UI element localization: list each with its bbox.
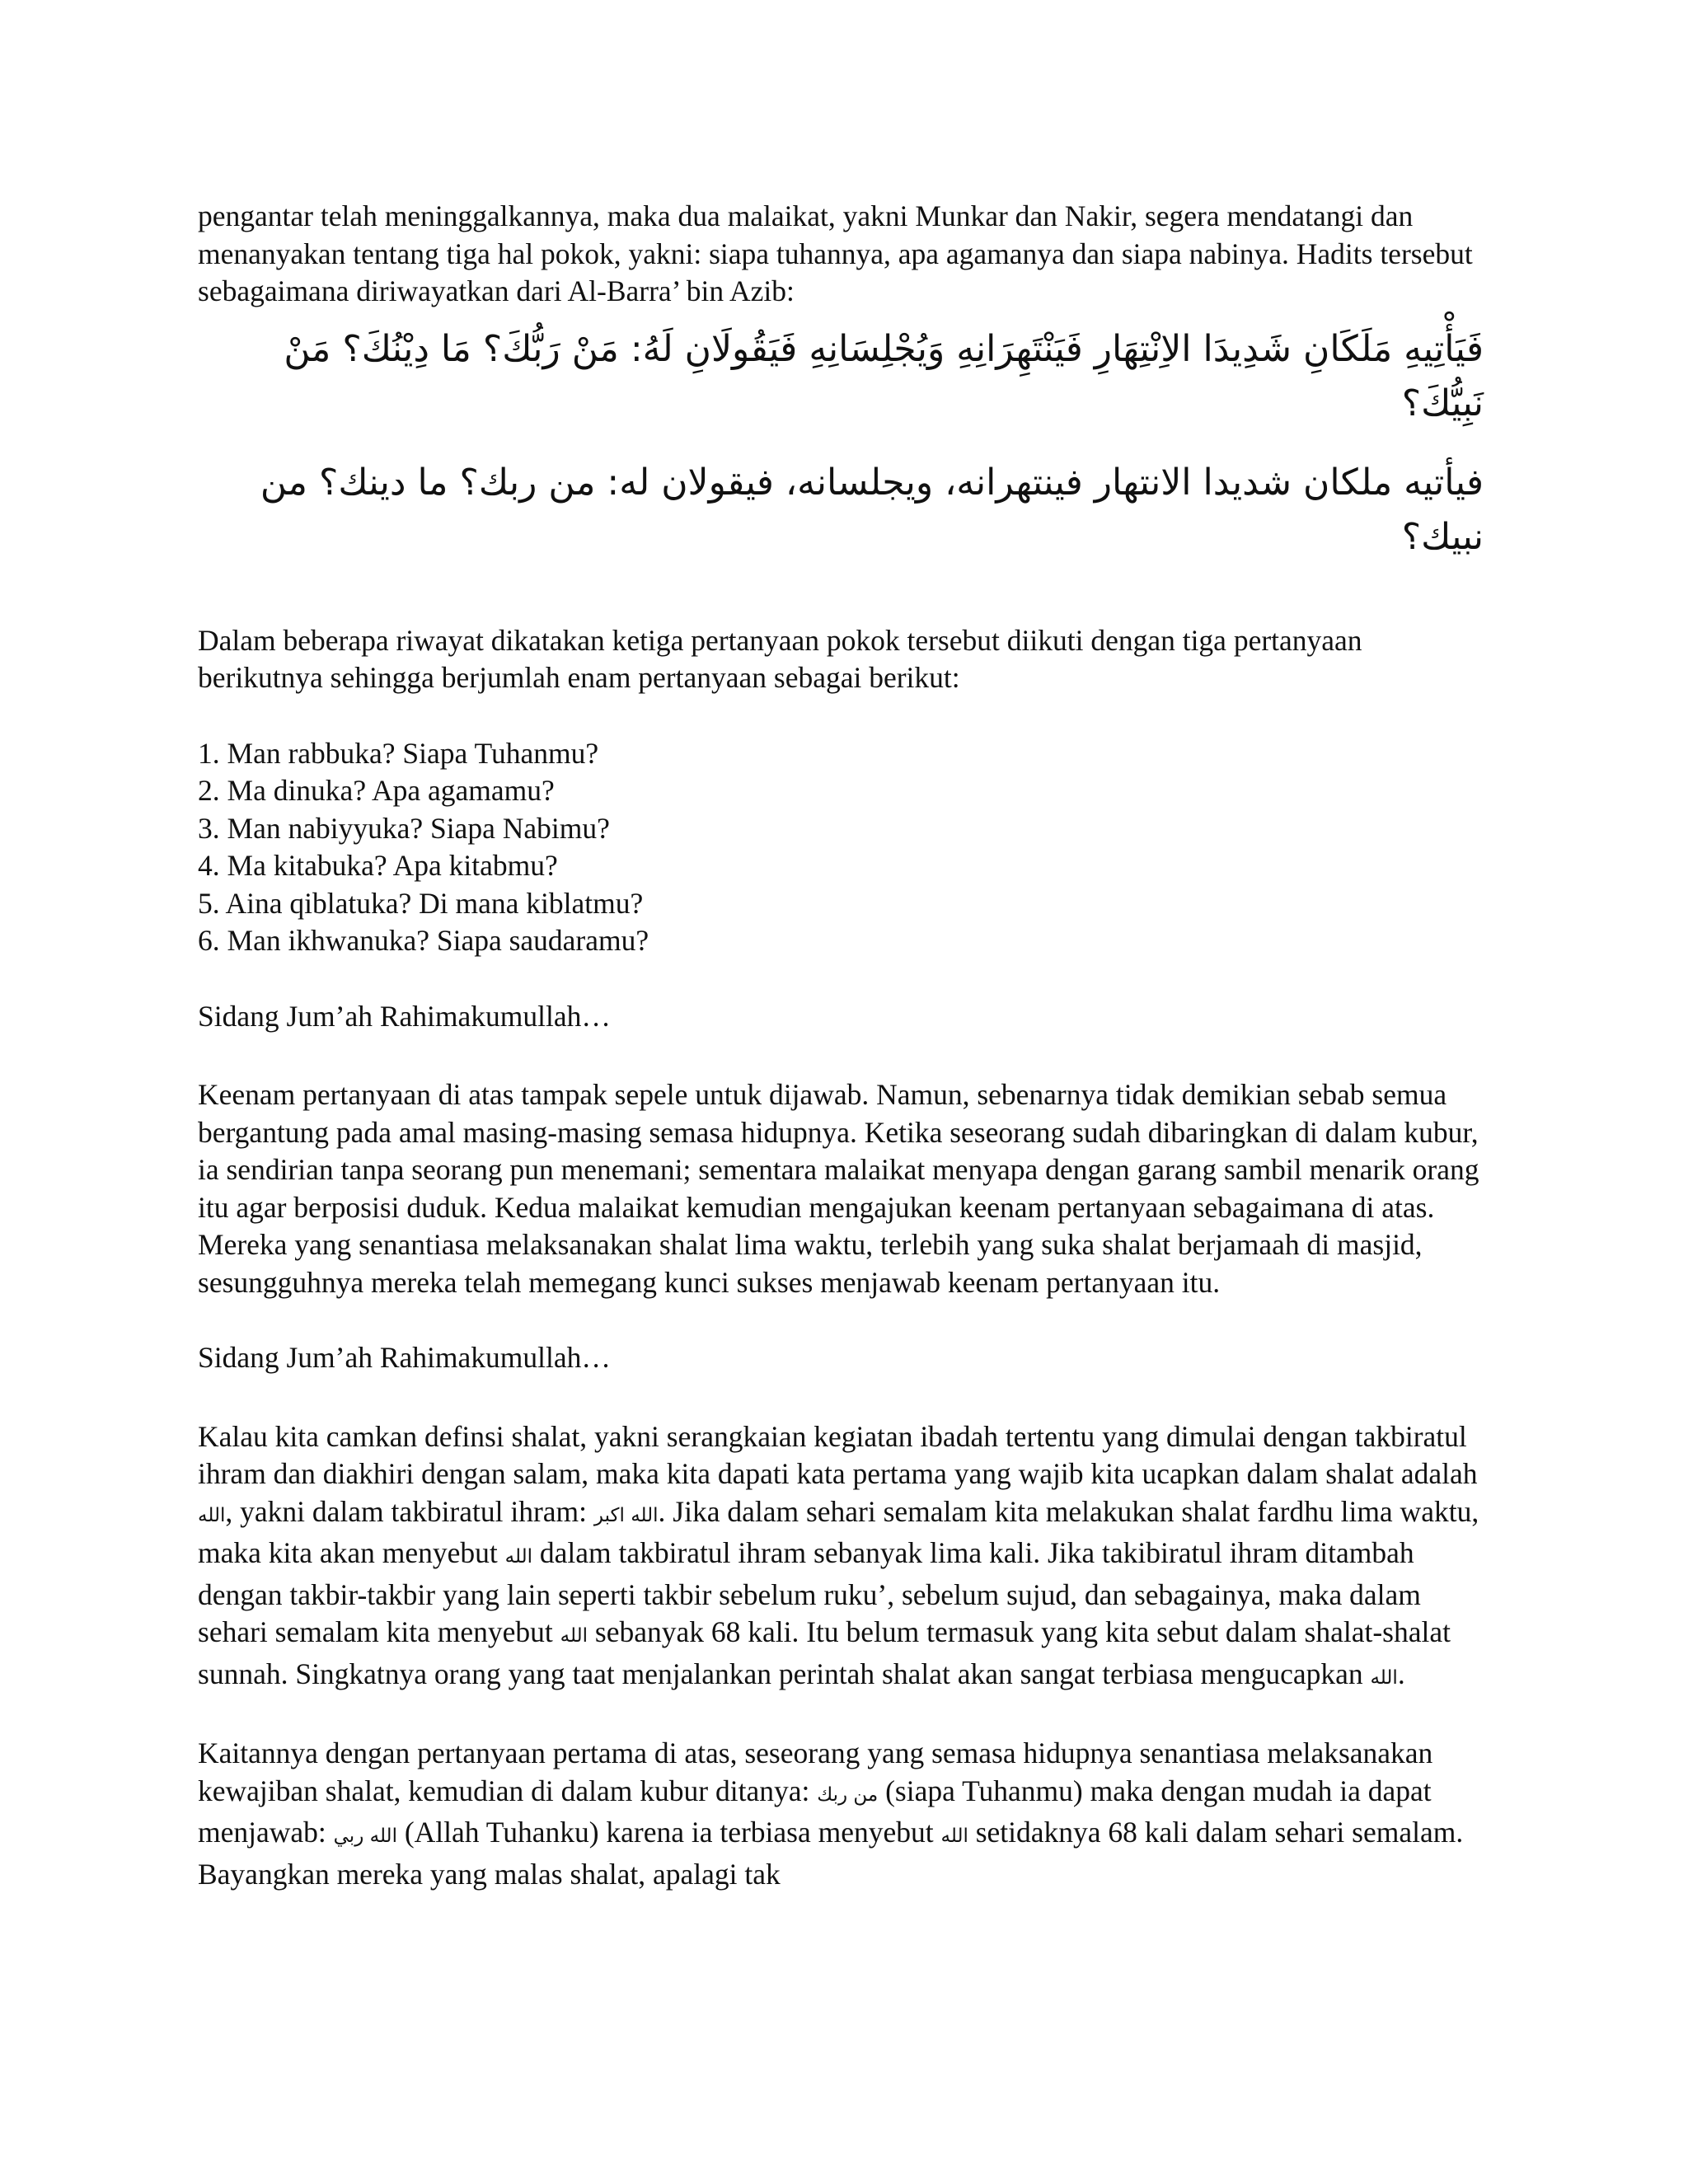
text-run: (Allah Tuhanku) karena ia terbiasa menyebut <box>396 1816 941 1849</box>
text-run: Kaitannya dengan pertanyaan pertama di atas, seseorang yang semasa hidupnya senantiasa melaksanakan kewajiban shalat, kemudian di dalam kubur ditanya: <box>198 1736 1433 1807</box>
arabic-word: الله <box>1370 1666 1398 1689</box>
text-run: (siapa Tuhanmu) maka dengan mudah ia dapat menjawab: <box>198 1774 1432 1849</box>
salutation-heading: Sidang Jum’ah Rahimakumullah… <box>198 1341 611 1374</box>
arabic-word: الله <box>198 1504 226 1526</box>
salutation-heading: Sidang Jum’ah Rahimakumullah… <box>198 999 611 1033</box>
arabic-word: الله <box>560 1625 588 1647</box>
text-run: . <box>1397 1657 1405 1690</box>
arabic-word: الله اكبر <box>593 1504 659 1526</box>
list-item: 4. Ma kitabuka? Apa kitabmu? <box>198 849 558 882</box>
list-item: 3. Man nabiyyuka? Siapa Nabimu? <box>198 811 610 845</box>
text-run: Kalau kita camkan definsi shalat, yakni serangkaian kegiatan ibadah tertentu yang dimulai dengan takbiratul ihram dan diakhiri dengan salam, maka kita dapati kata pertama yang wajib kita ucapkan dalam shalat adalah <box>198 1419 1478 1490</box>
kaitannya-paragraph <box>198 1735 1484 1893</box>
questions-list <box>198 735 1484 960</box>
arabic-word: الله ربي <box>333 1825 397 1847</box>
keenam-paragraph: Keenam pertanyaan di atas tampak sepele untuk dijawab. Namun, sebenarnya tidak demikian sebab semua bergantung pada amal masing-masing semasa hidupnya. Ketika seseorang sudah dibaringkan di dalam kubur, ia sendirian tanpa seorang pun menemani; sementara malaikat menyapa dengan garang sambil menarik orang itu agar berposisi duduk. Kedua malaikat kemudian mengajukan keenam pertanyaan sebagaimana di atas. Mereka yang senantiasa melaksanakan shalat lima waktu, terlebih yang suka shalat berjamaah di masjid, sesungguhnya mereka telah memegang kunci sukses menjawab keenam pertanyaan itu. <box>198 1078 1479 1299</box>
text-run: . Jika dalam sehari semalam kita melakukan shalat fardhu lima waktu, maka kita akan menyebut <box>198 1494 1479 1569</box>
riwayat-paragraph: Dalam beberapa riwayat dikatakan ketiga pertanyaan pokok tersebut diikuti dengan tiga pertanyaan berikutnya sehingga berjumlah enam pertanyaan sebagai berikut: <box>198 623 1362 694</box>
list-item: 1. Man rabbuka? Siapa Tuhanmu? <box>198 736 599 770</box>
list-item: 6. Man ikhwanuka? Siapa saudaramu? <box>198 924 649 957</box>
page-content <box>198 198 1484 1893</box>
text-run: setidaknya 68 kali dalam sehari semalam. Bayangkan mereka yang malas shalat, apalagi tak <box>198 1816 1464 1891</box>
intro-paragraph: pengantar telah meninggalkannya, maka dua malaikat, yakni Munkar dan Nakir, segera mendatangi dan menanyakan tentang tiga hal pokok, yakni: siapa tuhannya, apa agamanya dan siapa nabinya. Hadits tersebut sebagaimana diriwayatkan dari Al-Barra’ bin Azib: <box>198 199 1473 307</box>
arabic-word: الله <box>504 1546 532 1568</box>
kalau-paragraph <box>198 1418 1484 1698</box>
list-item: 2. Ma dinuka? Apa agamamu? <box>198 774 555 807</box>
arabic-word: من ربك <box>817 1783 879 1806</box>
text-run: , yakni dalam takbiratul ihram: <box>225 1494 594 1528</box>
arabic-word: الله <box>940 1825 968 1847</box>
hadith-arabic-plain: فيأتيه ملكان شديدا الانتهار فينتهرانه، ويجلسانه، فيقولان له: من ربك؟ ما دينك؟ من نبيك؟ <box>260 461 1484 558</box>
hadith-arabic-vocalized: فَيَأْتِيهِ مَلَكَانِ شَدِيدَا الاِنْتِهَارِ فَيَنْتَهِرَانِهِ وَيُجْلِسَانِهِ فَيَقُولَانِ لَهُ: مَنْ رَبُّكَ؟ مَا دِيْنُكَ؟ مَنْ نَبِيُّكَ؟ <box>284 327 1484 424</box>
list-item: 5. Aina qiblatuka? Di mana kiblatmu? <box>198 886 644 920</box>
text-run: sebanyak 68 kali. Itu belum termasuk yang kita sebut dalam shalat-shalat sunnah. Singkatnya orang yang taat menjalankan perintah shalat akan sangat terbiasa mengucapkan <box>198 1615 1451 1690</box>
text-run: dalam takbiratul ihram sebanyak lima kali. Jika takibiratul ihram ditambah dengan takbir-takbir yang lain seperti takbir sebelum ruku’, sebelum sujud, dan sebagainya, maka dalam sehari semalam kita menyebut <box>198 1536 1421 1648</box>
